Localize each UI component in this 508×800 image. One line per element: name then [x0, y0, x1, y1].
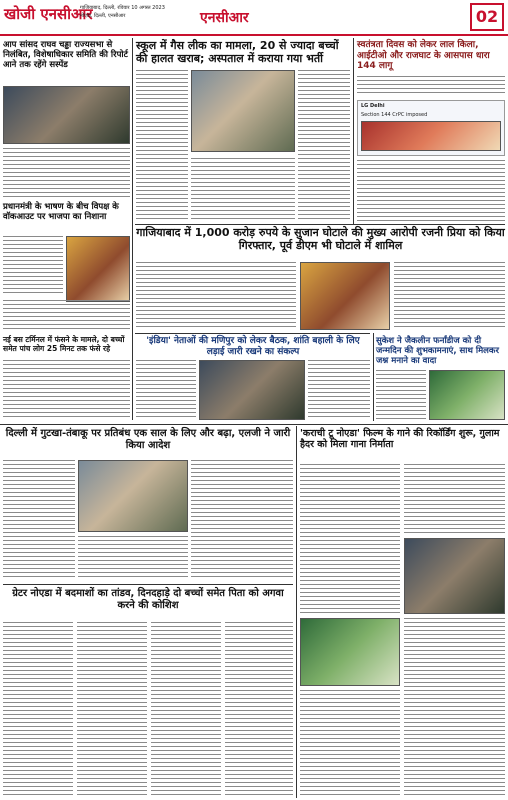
story-india-meeting — [136, 336, 370, 357]
column-divider — [373, 333, 374, 421]
section-divider — [0, 424, 508, 425]
story-karachi-to-noida — [300, 428, 505, 450]
photo-leaders-meeting — [199, 360, 305, 420]
story-body-text — [308, 360, 370, 420]
story-body-text — [136, 262, 296, 330]
story-body-text — [136, 360, 196, 420]
tweet-text: Section 144 CrPC imposed — [361, 112, 428, 118]
story-body-text — [300, 464, 400, 614]
section-name: एनसीआर — [200, 10, 249, 26]
story-body-text — [151, 622, 221, 796]
story-body-text — [3, 148, 130, 198]
story-headline: सुकेश ने जैकलीन फर्नांडीज को दी जन्मदिन की शुभकामनाएं, साथ मिलकर जश्न मनाने का वादा — [376, 336, 499, 367]
column-divider — [132, 38, 133, 420]
photo-recording-studio — [300, 618, 400, 686]
story-headline: दिल्ली में गुटखा-तंबाकू पर प्रतिबंध एक साल के लिए और बढ़ा, एलजी ने जारी किया आदेश — [5, 428, 291, 451]
photo-singer — [404, 538, 505, 614]
story-headline: गाजियाबाद में 1,000 करोड़ रुपये के सुजान घोटाले की मुख्य आरोपी रजनी प्रिया को किया गिरफ्तार, पूर्व डीएम भी घोटाले में शामिल — [136, 226, 505, 252]
section-divider — [135, 333, 370, 334]
column-divider — [296, 426, 297, 798]
story-raghav-chadha — [3, 40, 130, 70]
story-headline: स्वतंत्रता दिवस को लेकर लाल किला, आईटीओ और राजघाट के आसपास धारा 144 लागू — [357, 40, 490, 72]
story-body-text — [376, 370, 426, 420]
story-body-text — [3, 460, 75, 580]
page-number: 02 — [470, 3, 504, 31]
story-scam-arrest — [136, 227, 505, 253]
photo-red-fort — [361, 121, 501, 151]
story-section-144 — [357, 40, 505, 72]
story-body-text — [3, 236, 63, 296]
story-gas-leak — [136, 40, 350, 66]
section-divider — [135, 224, 505, 225]
masthead — [0, 0, 508, 36]
story-headline: 'कराची टू नोएडा' फिल्म के गाने की रिकॉर्डिंग शुरू, गुलाम हैदर को मिला गाना निर्माता — [300, 428, 500, 451]
story-body-text — [78, 536, 188, 580]
story-headline: प्रधानमंत्री के भाषण के बीच विपक्ष के वॉकआउट पर भाजपा का निशाना — [3, 202, 119, 223]
story-body-text — [3, 300, 130, 332]
story-headline: ग्रेटर नोएडा में बदमाशों का तांडव, दिनदहाड़े दो बच्चों समेत पिता को अगवा करने की कोशिश — [12, 588, 284, 611]
section-divider — [3, 584, 293, 585]
story-greater-noida — [3, 588, 293, 612]
newspaper-title: खोजी एनसीआर — [4, 5, 93, 23]
story-headline: स्कूल में गैस लीक का मामला, 20 से ज्यादा बच्चों की हालत खराब; अस्पताल में कराया गया भर्ती — [136, 39, 339, 65]
story-body-text — [357, 76, 505, 96]
photo-accused-woman — [300, 262, 390, 330]
photo-motorcycle-rally — [66, 236, 130, 302]
edition-date: गाजियाबाद, दिल्ली, रविवार 10 अगस्त 2023 — [80, 5, 165, 11]
story-body-text — [300, 690, 400, 796]
story-headline: आप सांसद राघव चड्ढा राज्यसभा से निलंबित, विशेषाधिकार समिति की रिपोर्ट आने तक रहेंगे सस्पेंड — [3, 40, 128, 71]
story-headline: नई बस टर्मिनल में फंसने के मामले, दो बच्चों समेत पांच लोग 25 मिनट तक फंसे रहे — [3, 335, 125, 353]
story-bus-terminal — [3, 336, 130, 354]
story-body-text — [3, 360, 130, 418]
story-body-text — [404, 464, 505, 534]
story-body-text — [136, 70, 188, 220]
story-body-text — [191, 460, 293, 580]
story-body-text — [298, 70, 350, 220]
story-sukesh — [376, 336, 505, 366]
tweet-handle: LG Delhi — [361, 103, 385, 109]
story-body-text — [404, 618, 505, 796]
story-pm-speech — [3, 202, 130, 222]
story-body-text — [225, 622, 293, 796]
story-body-text — [77, 622, 147, 796]
photo-sukesh — [429, 370, 505, 420]
story-gutkha-ban — [3, 428, 293, 452]
embedded-tweet — [357, 100, 505, 156]
column-divider — [353, 38, 354, 224]
story-headline: 'इंडिया' नेताओं की मणिपुर को लेकर बैठक, शांति बहाली के लिए लड़ाई जारी रखने का संकल्प — [146, 336, 360, 357]
photo-school-ambulance — [191, 70, 295, 152]
story-body-text — [191, 158, 295, 220]
story-body-text — [394, 262, 505, 330]
photo-lg-delhi — [78, 460, 188, 532]
edition-info — [80, 4, 165, 20]
photo-parliament — [3, 86, 130, 144]
story-body-text — [3, 622, 73, 796]
edition-region: नोएडा, दिल्ली, एनसीआर — [80, 13, 126, 19]
story-body-text — [357, 160, 505, 222]
